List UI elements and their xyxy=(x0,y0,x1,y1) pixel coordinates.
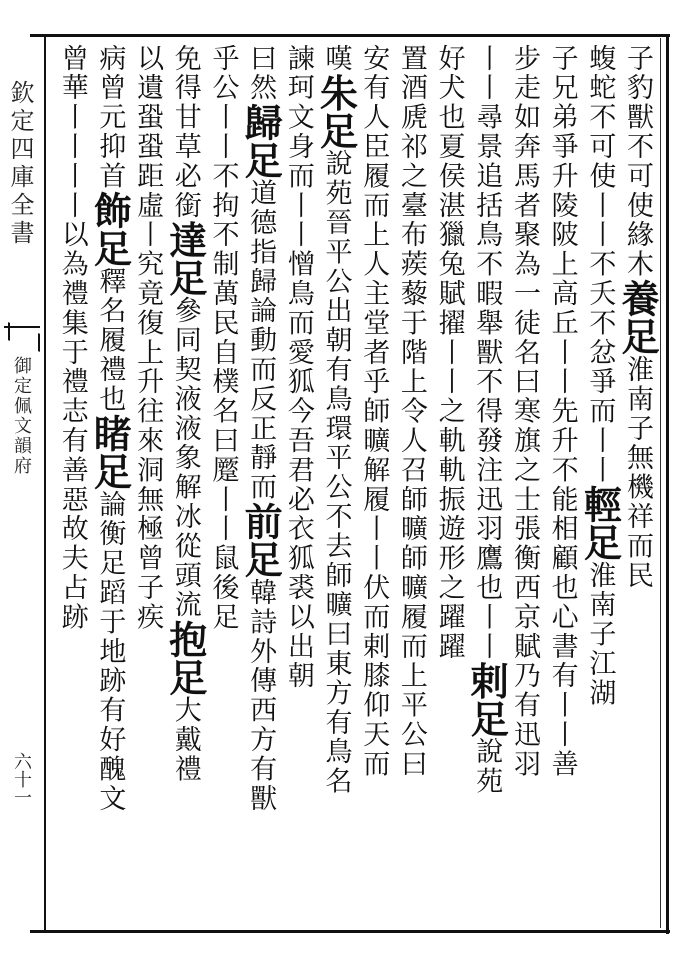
text-column-13 xyxy=(162,44,208,924)
text-segment: 病曾元抑首 xyxy=(94,44,126,191)
text-column-11 xyxy=(238,44,284,924)
text-segment: 大戴禮 xyxy=(169,695,201,785)
text-column-4 xyxy=(505,44,543,924)
frame-top-rule xyxy=(30,34,670,37)
text-column-2 xyxy=(577,44,623,924)
text-column-1 xyxy=(615,44,660,924)
text-segment: 釋名履禮也 xyxy=(94,267,126,414)
text-segment: 淮南子江湖 xyxy=(584,561,616,709)
margin-series-title: 欽定四庫全書 xyxy=(6,80,34,248)
text-column-5 xyxy=(464,44,510,924)
headword: 輕足 xyxy=(577,485,623,562)
text-segment: 子兄弟爭升陵陂上高丘丨丨先升不能相顧也心書有丨丨善 xyxy=(546,44,578,779)
headword: 歸足 xyxy=(238,102,284,179)
headword: 剌足 xyxy=(464,661,510,738)
headword: 達足 xyxy=(162,220,208,297)
frame-right-inner-rule xyxy=(660,38,661,928)
text-segment: 說苑 xyxy=(471,737,503,797)
margin-book-title: 御定佩文韻府 xyxy=(11,356,32,476)
page-margin xyxy=(0,36,46,930)
text-segment: 名曰蹷丨丨鼠後足 xyxy=(207,396,239,633)
text-column-6 xyxy=(430,44,468,924)
headword: 養足 xyxy=(615,279,660,356)
text-segment: 道德指歸論動而反正靜而 xyxy=(245,178,277,503)
frame-right-rule xyxy=(666,34,669,934)
text-column-12 xyxy=(204,44,242,924)
text-segment: 步走如奔馬者聚為一徒名曰寒旗之士張衡西京賦乃有迅羽 xyxy=(508,44,540,779)
text-segment: 子豹獸不可使緣木 xyxy=(622,44,653,280)
text-segment: 乎公 xyxy=(207,44,239,103)
text-segment: 曾子疾 xyxy=(132,543,164,633)
headword: 前足 xyxy=(238,502,284,579)
text-segment: 淮南子無機祥而民 xyxy=(622,355,653,591)
headword: 睹足 xyxy=(87,414,133,490)
text-column-16 xyxy=(53,44,91,924)
text-segment: 說苑晉平公出朝有鳥環平公不去師曠曰東方有鳥名 xyxy=(320,149,352,797)
text-segment: 丨丨以為禮 xyxy=(56,161,88,309)
text-segment: 論衡足蹈于地跡有好醜文 xyxy=(94,490,126,814)
text-segment: 嘆 xyxy=(320,44,352,74)
text-column-8 xyxy=(355,44,393,924)
text-segment: 韓詩外傳西方有獸 xyxy=(245,578,277,814)
text-segment: 置酒虒祁之臺布蒺藜于階上令人召師曠師曠履而上平公曰 xyxy=(395,44,427,779)
text-column-3 xyxy=(543,44,581,924)
margin-rule xyxy=(44,36,46,930)
text-column-7 xyxy=(392,44,430,924)
text-segment: 蝮蛇不可使丨丨 xyxy=(584,44,616,250)
headword: 朱足 xyxy=(313,73,359,150)
text-column-10 xyxy=(279,44,317,924)
text-segment: 不夭不忿爭而丨丨 xyxy=(584,249,616,486)
text-segment: 好犬也夏侯湛獵兔賦擢丨丨之軌軌振遊形之躍躍 xyxy=(433,44,465,662)
text-segment: 丨丨不拘不制萬民自樸 xyxy=(207,102,239,397)
text-segment: 曾華丨丨 xyxy=(56,44,88,162)
text-segment: 丨究竟復上升往來洞無極 xyxy=(132,220,164,544)
text-segment: 安有人臣履而上人主堂者乎師曠解履丨丨伏而剌膝仰天而 xyxy=(358,44,390,779)
text-segment: 以遺蛩蛩距虛 xyxy=(132,44,164,221)
text-column-15 xyxy=(87,44,133,924)
text-segment: 參同契液液象解冰從頭流 xyxy=(169,296,201,620)
frame-bottom-rule xyxy=(30,930,670,933)
fish-tail-mark xyxy=(4,326,40,352)
text-segment: 曰然 xyxy=(245,44,277,103)
text-columns xyxy=(52,44,660,924)
page-number: 六十一 xyxy=(11,752,32,806)
headword: 抱足 xyxy=(162,619,208,696)
text-segment: 免得甘草必銜 xyxy=(169,44,201,221)
headword: 飾足 xyxy=(87,191,133,267)
text-segment: 集于禮志有善惡故夫占跡 xyxy=(56,308,88,633)
text-column-14 xyxy=(128,44,166,924)
text-segment: 諫珂文身而丨丨憎鳥而愛狐今吾君必衣狐裘以出朝 xyxy=(282,44,314,691)
text-segment: 丨丨尋景追括鳥不暇舉獸不得發注迅羽鷹也丨丨 xyxy=(471,44,503,662)
text-column-9 xyxy=(313,44,359,924)
